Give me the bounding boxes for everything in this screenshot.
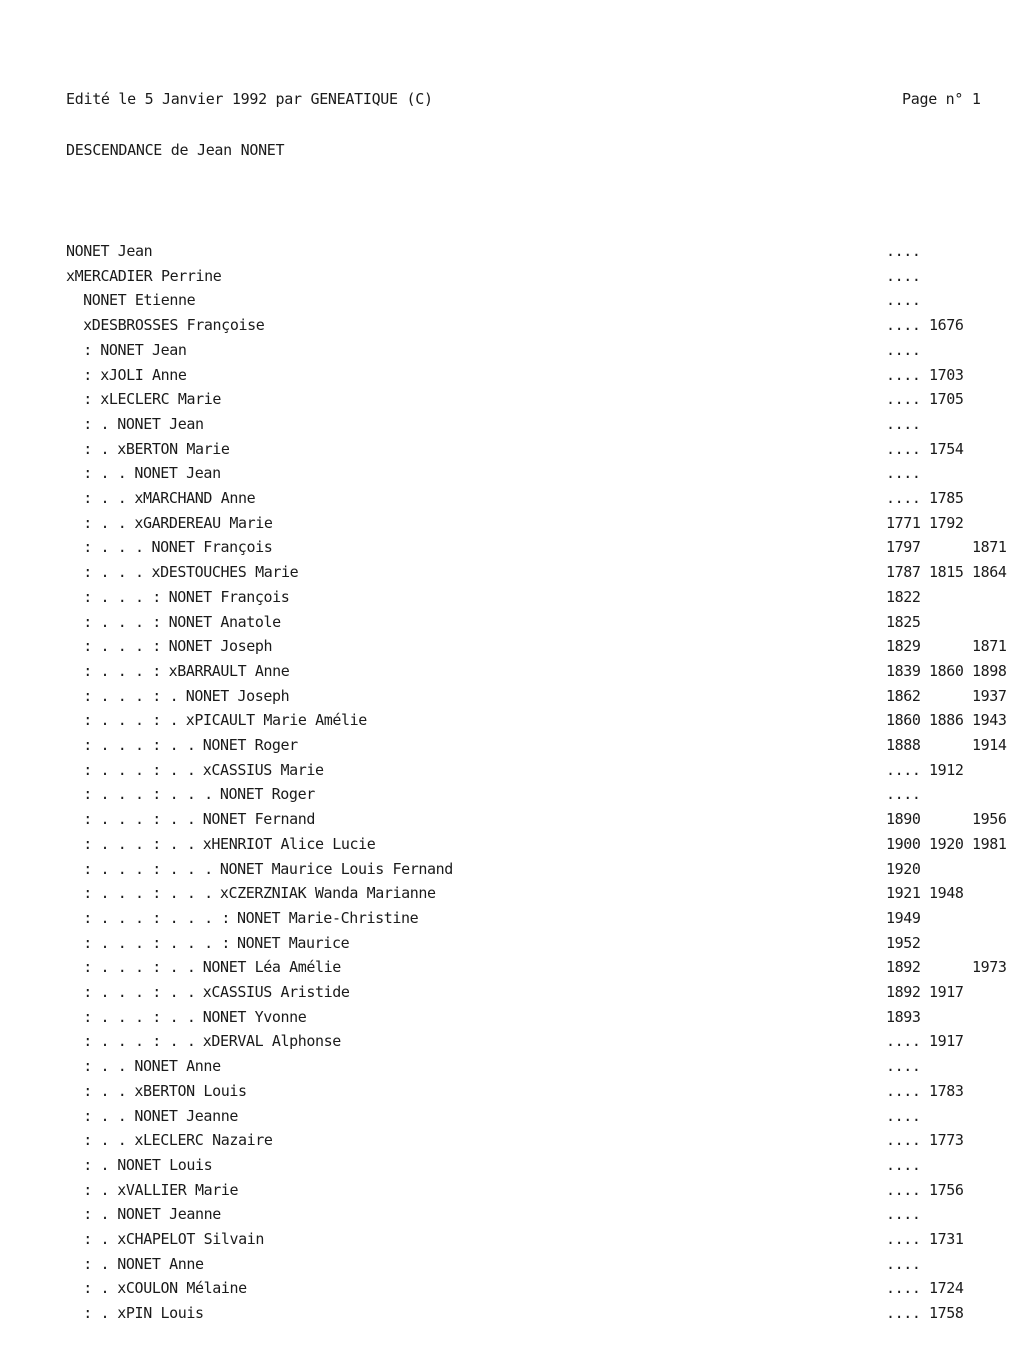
list-item xyxy=(0,881,1032,906)
person-name: NONET Yvonne xyxy=(202,1007,307,1026)
person-name: NONET Roger xyxy=(219,785,315,804)
person-name: xPICAULT Marie Amélie xyxy=(185,711,367,730)
list-item xyxy=(0,1202,1032,1227)
list-item xyxy=(0,807,1032,832)
death-year: 1871 xyxy=(972,637,1007,656)
death-year: 1864 xyxy=(972,563,1007,582)
marriage-year: 1860 xyxy=(929,661,964,680)
list-item xyxy=(0,535,1032,560)
birth-year: 1893 xyxy=(886,1007,921,1026)
marriage-year: 1886 xyxy=(929,711,964,730)
list-item xyxy=(0,1029,1032,1054)
marriage-year: 1754 xyxy=(929,439,964,458)
marriage-year: 1783 xyxy=(929,1081,964,1100)
list-item xyxy=(0,782,1032,807)
indent-marker: : . . . : . . . : xyxy=(66,908,239,927)
list-item xyxy=(0,1079,1032,1104)
person-name: xBARRAULT Anne xyxy=(168,661,290,680)
person-name: xCASSIUS Aristide xyxy=(202,983,350,1001)
list-item xyxy=(0,511,1032,536)
marriage-year: 1792 xyxy=(929,513,964,532)
list-item xyxy=(0,1005,1032,1030)
list-item xyxy=(0,758,1032,783)
death-year: 1943 xyxy=(972,711,1007,730)
person-name: xBERTON Louis xyxy=(134,1081,247,1100)
person-name: xLECLERC Marie xyxy=(100,390,222,409)
indent-marker xyxy=(66,288,83,313)
unknown-date-dots: .... xyxy=(886,1081,921,1100)
list-item xyxy=(0,461,1032,486)
person-name: xCASSIUS Marie xyxy=(202,760,324,779)
person-name: xBERTON Marie xyxy=(117,439,230,458)
indent-marker: : . xyxy=(66,414,118,433)
birth-year: 1839 xyxy=(886,661,921,680)
person-name: NONET Anne xyxy=(134,1057,221,1076)
person-name: NONET Jean xyxy=(134,464,221,483)
indent-marker: : . xyxy=(66,1205,118,1224)
marriage-year: 1912 xyxy=(929,760,964,779)
indent-marker: : xyxy=(66,340,101,359)
unknown-date-dots: .... xyxy=(886,1057,921,1076)
person-name: xCZERZNIAK Wanda Marianne xyxy=(219,884,436,903)
marriage-year: 1917 xyxy=(929,1032,964,1051)
indent-marker: : xyxy=(66,365,101,384)
marriage-year: 1773 xyxy=(929,1131,964,1150)
birth-year: 1890 xyxy=(886,810,921,829)
person-name: NONET Maurice xyxy=(237,933,350,952)
indent-marker: : . xyxy=(66,1155,118,1174)
list-item xyxy=(0,955,1032,980)
unknown-date-dots: .... xyxy=(886,1032,921,1051)
list-item xyxy=(0,1054,1032,1079)
person-name: NONET Jean xyxy=(117,414,204,433)
list-item xyxy=(0,363,1032,388)
indent-marker: : . . . : . . xyxy=(66,983,205,1001)
unknown-date-dots: .... xyxy=(886,785,921,804)
death-year: 1871 xyxy=(972,538,1007,557)
person-name: NONET Joseph xyxy=(168,637,273,656)
marriage-year: 1917 xyxy=(929,983,964,1001)
birth-year: 1822 xyxy=(886,587,921,606)
birth-year: 1860 xyxy=(886,711,921,730)
death-year: 1956 xyxy=(972,810,1007,829)
indent-marker: : . . . xyxy=(66,563,153,582)
unknown-date-dots: .... xyxy=(886,414,921,433)
person-name: xCOULON Mélaine xyxy=(117,1279,247,1298)
person-name: xJOLI Anne xyxy=(100,365,187,384)
person-name: NONET Jean xyxy=(100,340,187,359)
indent-marker: : . . . : . . xyxy=(66,834,205,853)
indent-marker: : . xyxy=(66,1180,118,1199)
person-name: NONET Jeanne xyxy=(134,1106,238,1125)
person-name: NONET Maurice Louis Fernand xyxy=(219,859,453,878)
list-item xyxy=(0,980,1032,1005)
birth-year: 1825 xyxy=(886,612,921,631)
person-name: xMERCADIER Perrine xyxy=(66,266,222,285)
indent-marker: : . . . : . . xyxy=(66,736,205,754)
indent-marker: : . . xyxy=(66,464,136,483)
indent-marker: : . . xyxy=(66,1081,136,1100)
person-name: xDESTOUCHES Marie xyxy=(151,563,299,582)
person-name: NONET Léa Amélie xyxy=(202,958,341,977)
indent-marker: : . . xyxy=(66,513,136,532)
list-item xyxy=(0,733,1032,758)
list-item xyxy=(0,560,1032,585)
list-item xyxy=(0,1227,1032,1252)
marriage-year: 1731 xyxy=(929,1230,964,1248)
list-item xyxy=(0,708,1032,733)
indent-marker: : . . xyxy=(66,1057,136,1076)
birth-year: 1952 xyxy=(886,933,921,952)
marriage-year: 1756 xyxy=(929,1180,964,1199)
indent-marker: : . . . : . . xyxy=(66,1007,205,1026)
list-item xyxy=(0,1128,1032,1153)
list-item xyxy=(0,659,1032,684)
list-item xyxy=(0,486,1032,511)
unknown-date-dots: .... xyxy=(886,1230,921,1248)
marriage-year: 1758 xyxy=(929,1304,964,1323)
birth-year: 1949 xyxy=(886,908,921,927)
birth-year: 1829 xyxy=(886,637,921,656)
list-item xyxy=(0,1252,1032,1277)
unknown-date-dots: .... xyxy=(886,365,921,384)
indent-marker: : . . . : xyxy=(66,661,170,680)
birth-year: 1797 xyxy=(886,538,921,557)
indent-marker: : . . . xyxy=(66,538,153,557)
marriage-year: 1815 xyxy=(929,563,964,582)
indent-marker: : . . . : xyxy=(66,612,170,631)
list-item xyxy=(0,1153,1032,1178)
unknown-date-dots: .... xyxy=(886,1131,921,1150)
person-name: NONET Roger xyxy=(202,736,298,754)
indent-marker: : . . . : . . xyxy=(66,760,205,779)
birth-year: 1920 xyxy=(886,859,921,878)
birth-year: 1862 xyxy=(886,686,921,705)
person-name: xCHAPELOT Silvain xyxy=(117,1230,265,1248)
indent-marker: : . xyxy=(66,1304,118,1323)
birth-year: 1921 xyxy=(886,884,921,903)
indent-marker: : . xyxy=(66,1230,118,1248)
unknown-date-dots: .... xyxy=(886,291,921,310)
list-item xyxy=(0,437,1032,462)
indent-marker: : . xyxy=(66,439,118,458)
indent-marker: : . xyxy=(66,1279,118,1298)
list-item xyxy=(0,264,1032,289)
list-item xyxy=(0,313,1032,338)
unknown-date-dots: .... xyxy=(886,1106,921,1125)
unknown-date-dots: .... xyxy=(886,242,921,260)
list-item xyxy=(0,387,1032,412)
indent-marker: : . . . : . . . xyxy=(66,884,222,903)
unknown-date-dots: .... xyxy=(886,390,921,409)
birth-year: 1892 xyxy=(886,958,921,977)
indent-marker: : . . . : . . xyxy=(66,1032,205,1051)
indent-marker: : xyxy=(66,390,101,409)
list-item xyxy=(0,634,1032,659)
unknown-date-dots: .... xyxy=(886,760,921,779)
list-item xyxy=(0,857,1032,882)
list-item xyxy=(0,1276,1032,1301)
indent-marker: : . . . : . . . xyxy=(66,785,222,804)
unknown-date-dots: .... xyxy=(886,1205,921,1224)
indent-marker: : . . . : . . . : xyxy=(66,933,239,952)
list-item xyxy=(0,1301,1032,1326)
list-item xyxy=(0,610,1032,635)
birth-year: 1771 xyxy=(886,513,921,532)
unknown-date-dots: .... xyxy=(886,489,921,507)
birth-year: 1900 xyxy=(886,834,921,853)
indent-marker: : . . . : xyxy=(66,637,170,656)
list-item xyxy=(0,684,1032,709)
birth-year: 1888 xyxy=(886,736,921,754)
list-item xyxy=(0,585,1032,610)
birth-year: 1892 xyxy=(886,983,921,1001)
person-name: xLECLERC Nazaire xyxy=(134,1131,273,1150)
marriage-year: 1676 xyxy=(929,316,964,335)
indent-marker: : . . xyxy=(66,1131,136,1150)
person-name: NONET Jeanne xyxy=(117,1205,221,1224)
person-name: xVALLIER Marie xyxy=(117,1180,239,1199)
person-name: NONET Joseph xyxy=(185,686,290,705)
person-name: NONET Fernand xyxy=(202,810,315,829)
person-name: NONET Louis xyxy=(117,1155,213,1174)
indent-marker: : . . . : . . xyxy=(66,958,205,977)
marriage-year: 1785 xyxy=(929,489,964,507)
person-name: NONET Etienne xyxy=(83,291,196,310)
person-name: xDESBROSSES Françoise xyxy=(83,316,265,335)
list-item xyxy=(0,412,1032,437)
person-name: NONET François xyxy=(168,587,290,606)
indent-marker: : . xyxy=(66,1254,118,1273)
unknown-date-dots: .... xyxy=(886,266,921,285)
marriage-year: 1703 xyxy=(929,365,964,384)
list-item xyxy=(0,832,1032,857)
unknown-date-dots: .... xyxy=(886,340,921,359)
unknown-date-dots: .... xyxy=(886,464,921,483)
list-item xyxy=(0,1178,1032,1203)
person-name: xDERVAL Alphonse xyxy=(202,1032,341,1051)
death-year: 1973 xyxy=(972,958,1007,977)
death-year: 1981 xyxy=(972,834,1007,853)
person-name: xHENRIOT Alice Lucie xyxy=(202,834,376,853)
person-name: xMARCHAND Anne xyxy=(134,489,256,507)
report-title: DESCENDANCE de Jean NONET xyxy=(66,141,285,159)
unknown-date-dots: .... xyxy=(886,1279,921,1298)
indent-marker: : . . xyxy=(66,489,136,507)
list-item xyxy=(0,906,1032,931)
person-name: NONET François xyxy=(151,538,273,557)
list-item xyxy=(0,239,1032,264)
birth-year: 1787 xyxy=(886,563,921,582)
marriage-year: 1948 xyxy=(929,884,964,903)
indent-marker: : . . xyxy=(66,1106,136,1125)
list-item xyxy=(0,288,1032,313)
list-item xyxy=(0,338,1032,363)
indent-marker: : . . . : . . . xyxy=(66,859,222,878)
unknown-date-dots: .... xyxy=(886,1304,921,1323)
person-name: xGARDEREAU Marie xyxy=(134,513,273,532)
person-name: NONET Jean xyxy=(66,242,153,260)
page-number: Page n° 1 xyxy=(902,90,981,108)
marriage-year: 1920 xyxy=(929,834,964,853)
indent-marker: : . . . : . xyxy=(66,686,187,705)
unknown-date-dots: .... xyxy=(886,1180,921,1199)
list-item xyxy=(0,1104,1032,1129)
unknown-date-dots: .... xyxy=(886,316,921,335)
marriage-year: 1705 xyxy=(929,390,964,409)
indent-marker xyxy=(66,313,83,338)
person-name: NONET Anne xyxy=(117,1254,204,1273)
unknown-date-dots: .... xyxy=(886,439,921,458)
death-year: 1937 xyxy=(972,686,1007,705)
indent-marker: : . . . : . . xyxy=(66,810,205,829)
person-name: NONET Marie-Christine xyxy=(237,908,419,927)
indent-marker: : . . . : xyxy=(66,587,170,606)
death-year: 1898 xyxy=(972,661,1007,680)
person-name: xPIN Louis xyxy=(117,1304,204,1323)
marriage-year: 1724 xyxy=(929,1279,964,1298)
unknown-date-dots: .... xyxy=(886,1155,921,1174)
death-year: 1914 xyxy=(972,736,1007,754)
person-name: NONET Anatole xyxy=(168,612,281,631)
edition-line: Edité le 5 Janvier 1992 par GENEATIQUE (C) xyxy=(66,90,433,108)
indent-marker: : . . . : . xyxy=(66,711,187,730)
list-item xyxy=(0,931,1032,956)
unknown-date-dots: .... xyxy=(886,1254,921,1273)
